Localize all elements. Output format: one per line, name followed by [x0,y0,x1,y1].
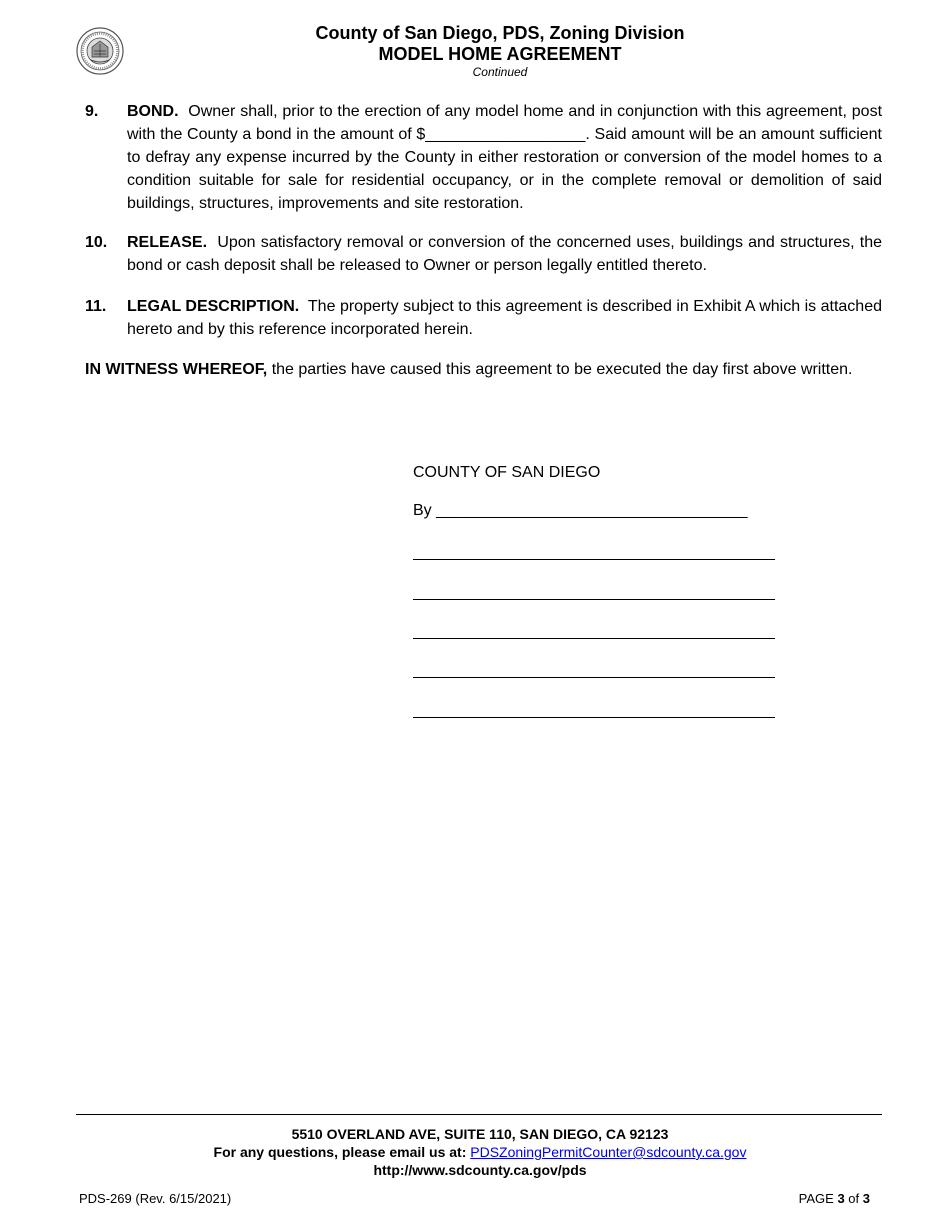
footer-questions-label: For any questions, please email us at: [213,1144,467,1160]
clause-release [85,231,882,277]
clause-number: 11. [85,298,107,315]
signature-line[interactable] [413,717,775,718]
signature-block [413,462,783,522]
signature-line[interactable] [413,638,775,639]
clause-body: Upon satisfactory removal or conversion of the concerned uses, buildings and structures, the bond or cash deposit shall be released to Owner or person legally entitled thereto. [127,234,883,274]
clause-number: 9. [85,103,99,120]
signature-county: COUNTY OF SAN DIEGO [413,464,601,481]
footer-questions [130,1143,830,1161]
witness-heading: IN WITNESS WHEREOF, [85,361,268,378]
clause-text [127,295,882,341]
form-id: PDS-269 (Rev. 6/15/2021) [79,1191,232,1206]
footer-address: 5510 OVERLAND AVE, SUITE 110, SAN DIEGO, CA 92123 [291,1126,669,1142]
clause-legal-description [85,295,882,341]
header-continued: Continued [472,65,528,79]
witness-paragraph [85,358,882,381]
page-current: 3 [837,1191,845,1206]
clause-heading: RELEASE. [127,234,208,251]
footer-divider [76,1114,882,1115]
page-number [799,1191,870,1206]
signature-by-line[interactable]: By ___________________________________ [413,502,748,519]
footer [130,1125,830,1179]
footer-email-link[interactable]: PDSZoningPermitCounter@sdcounty.ca.gov [470,1144,747,1160]
witness-body: the parties have caused this agreement to be executed the day first above written. [271,361,853,378]
document-header [250,22,750,80]
page-of: of [848,1191,860,1206]
clause-text [127,100,882,215]
clause-heading: LEGAL DESCRIPTION. [127,298,300,315]
clause-text [127,231,882,277]
page-prefix: PAGE [798,1191,834,1206]
clause-body: The property subject to this agreement is described in Exhibit A which is attached hereto and by this reference incorporated herein. [127,298,883,338]
header-title: County of San Diego, PDS, Zoning Division [315,23,685,43]
clause-heading: BOND. [127,103,179,120]
signature-line[interactable] [413,559,775,560]
footer-website[interactable]: http://www.sdcounty.ca.gov/pds [373,1162,587,1178]
county-seal-icon [76,27,124,75]
header-subtitle: MODEL HOME AGREEMENT [378,44,622,64]
page-total: 3 [862,1191,870,1206]
clause-body: Owner shall, prior to the erection of any model home and in conjunction with this agreement, post with the County a bond in the amount of $__________________. Said amount will be an amount sufficient to defray any expense incurred by the County in either restoration or conversion of the model homes to a condition suitable for sale for residential occupancy, or in the complete removal or demolition of said buildings, structures, improvements and site restoration. [127,103,883,212]
clause-number: 10. [85,234,108,251]
clause-bond [85,100,882,215]
signature-line[interactable] [413,677,775,678]
signature-line[interactable] [413,599,775,600]
